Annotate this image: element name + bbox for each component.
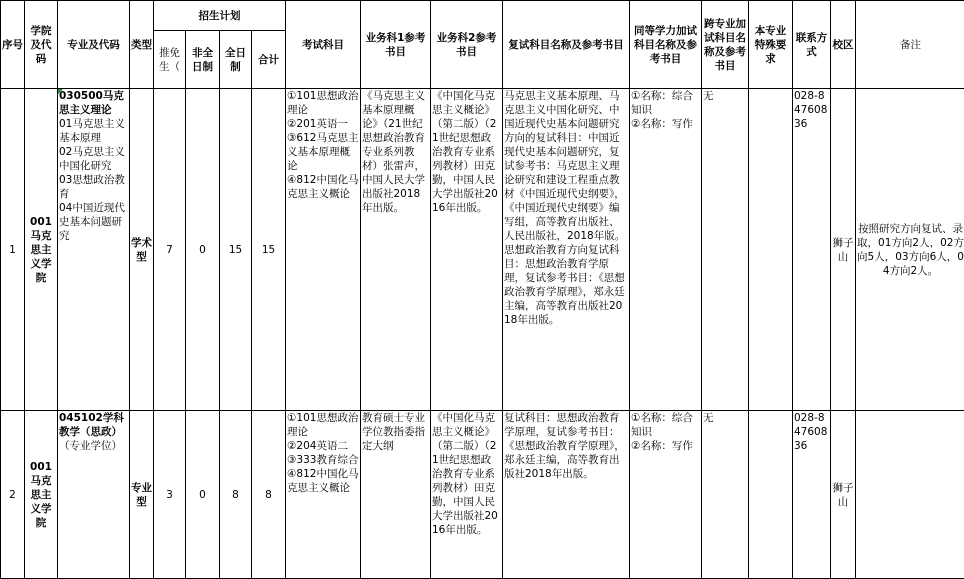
row-exam xyxy=(286,89,361,411)
row-campus: 狮子山 xyxy=(831,89,856,411)
equal-subject: ②名称：写作 xyxy=(631,118,693,130)
header-total: 合计 xyxy=(252,31,286,89)
header-exam: 考试科目 xyxy=(286,1,361,89)
row-recommend: 3 xyxy=(154,411,186,579)
row-note: 按照研究方向复试、录取，01方向2人，02方向5人，03方向6人，04方向2人。 xyxy=(856,89,964,411)
major-code: 045102学科教学（思政） xyxy=(59,412,124,438)
exam-subject: ④812中国化马克思主义概论 xyxy=(287,174,359,200)
header-type: 类型 xyxy=(130,1,154,89)
header-college: 学院及代码 xyxy=(25,1,58,89)
table-row xyxy=(1,89,964,411)
row-equal xyxy=(630,89,702,411)
header-seq: 序号 xyxy=(1,1,25,89)
header-note: 备注 xyxy=(856,1,964,89)
header-major: 专业及代码 xyxy=(58,1,130,89)
header-book1: 业务科1参考书目 xyxy=(361,1,431,89)
header-plan: 招生计划 xyxy=(154,1,286,31)
exam-subject: ①101思想政治理论 xyxy=(287,90,359,116)
row-seq: 1 xyxy=(1,89,25,411)
row-recommend: 7 xyxy=(154,89,186,411)
row-book2: 《中国化马克思主义概论》（第二版）（21世纪思想政治教育专业系列教材）田克勤，中国人民大学出版社2016年出版。 xyxy=(431,411,503,579)
row-campus: 狮子山 xyxy=(831,411,856,579)
header-special: 本专业特殊要求 xyxy=(749,1,793,89)
major-code: 030500马克思主义理论 xyxy=(59,90,124,116)
row-exam xyxy=(286,411,361,579)
header-contact: 联系方式 xyxy=(793,1,831,89)
equal-subject: ①名称：综合知识 xyxy=(631,412,693,438)
header-equal: 同等学力加试科目名称及参考书目 xyxy=(630,1,702,89)
row-cross: 无 xyxy=(702,89,749,411)
header-recommend: 推免生（ xyxy=(154,31,186,89)
row-full: 8 xyxy=(220,411,252,579)
equal-subject: ①名称：综合知识 xyxy=(631,90,693,116)
header-book2: 业务科2参考书目 xyxy=(431,1,503,89)
header-campus: 校区 xyxy=(831,1,856,89)
row-retest: 马克思主义基本原理、马克思主义中国化研究、中国近现代史基本问题研究方向的复试科目：中国近现代史基本问题研究，复试参考书：马克思主义理论研究和建设工程重点教材《中国近现代史纲要》，《中国近现代史纲要》编写组，高等教育出版社、人民出版社，2018年版。思想政治教育方向复试科目：思想政治教育学原理，复试参考书目：《思想政治教育学原理》，郑永廷主编，高等教育出版社2018年出版。 xyxy=(503,89,630,411)
row-non-full: 0 xyxy=(186,89,220,411)
row-cross: 无 xyxy=(702,411,749,579)
major-direction: 01马克思主义基本原理 xyxy=(59,118,125,144)
table-row xyxy=(1,411,964,579)
exam-subject: ④812中国化马克思主义概论 xyxy=(287,468,359,494)
header-non-full: 非全日制 xyxy=(186,31,220,89)
major-direction: 02马克思主义中国化研究 xyxy=(59,146,125,172)
header-cross: 跨专业加试科目名称及参考书目 xyxy=(702,1,749,89)
row-retest: 复试科目：思想政治教育学原理，复试参考书目：《思想政治教育学原理》，郑永廷主编，高等教育出版社2018年出版。 xyxy=(503,411,630,579)
exam-subject: ③612马克思主义基本原理概论 xyxy=(287,132,359,172)
major-direction: 04中国近现代史基本问题研究 xyxy=(59,202,125,242)
exam-subject: ②201英语一 xyxy=(287,118,348,130)
row-total: 15 xyxy=(252,89,286,411)
row-seq: 2 xyxy=(1,411,25,579)
row-full: 15 xyxy=(220,89,252,411)
row-equal xyxy=(630,411,702,579)
equal-subject: ②名称：写作 xyxy=(631,440,693,452)
row-special xyxy=(749,411,793,579)
row-type: 学术型 xyxy=(130,89,154,411)
row-non-full: 0 xyxy=(186,411,220,579)
row-college: 001马克思主义学院 xyxy=(25,411,58,579)
header-full: 全日制 xyxy=(220,31,252,89)
row-book1: 《马克思主义基本原理概论》（21世纪思想政治教育专业系列教材）张雷声，中国人民大学出版社2018年出版。 xyxy=(361,89,431,411)
exam-subject: ②204英语二 xyxy=(287,440,348,452)
major-suffix: （专业学位） xyxy=(59,440,122,452)
row-special xyxy=(749,89,793,411)
row-book2: 《中国化马克思主义概论》（第二版）（21世纪思想政治教育专业系列教材）田克勤，中国人民大学出版社2016年出版。 xyxy=(431,89,503,411)
row-college: 001马克思主义学院 xyxy=(25,89,58,411)
row-major xyxy=(58,411,130,579)
header-retest: 复试科目名称及参考书目 xyxy=(503,1,630,89)
exam-subject: ③333教育综合 xyxy=(287,454,359,466)
row-book1: 教育硕士专业学位教指委指定大纲 xyxy=(361,411,431,579)
row-contact: 028-84760836 xyxy=(793,89,831,411)
row-major xyxy=(58,89,130,411)
row-type: 专业型 xyxy=(130,411,154,579)
row-total: 8 xyxy=(252,411,286,579)
major-direction: 03思想政治教育 xyxy=(59,174,125,200)
row-note xyxy=(856,411,964,579)
exam-subject: ①101思想政治理论 xyxy=(287,412,359,438)
row-contact: 028-84760836 xyxy=(793,411,831,579)
